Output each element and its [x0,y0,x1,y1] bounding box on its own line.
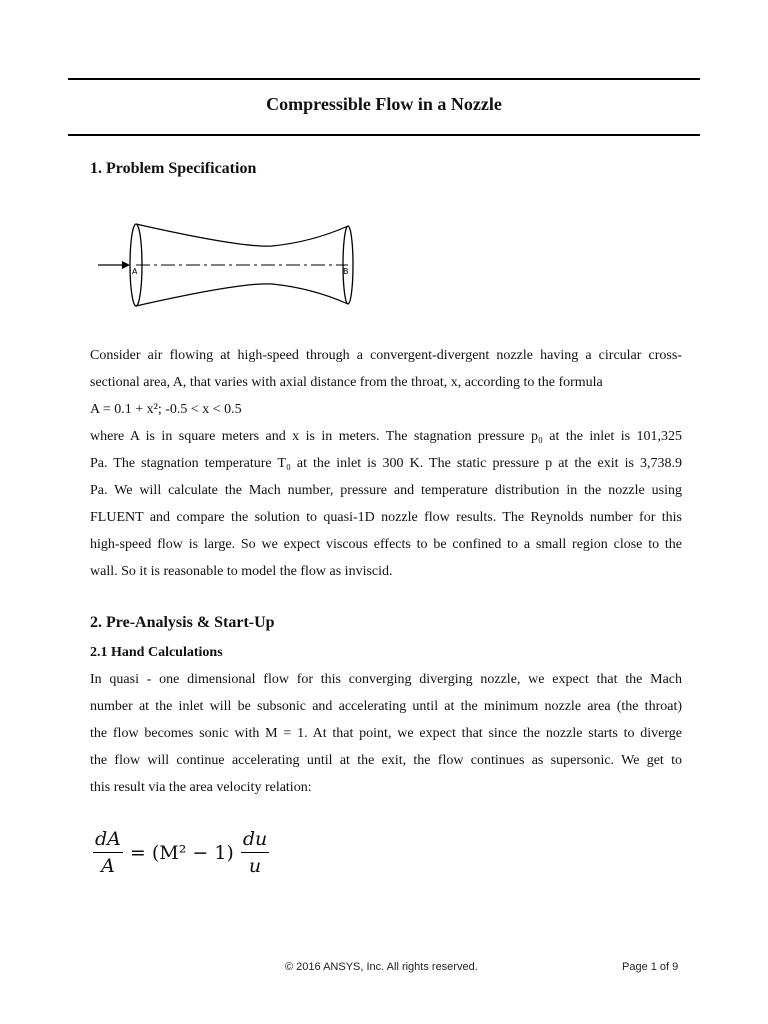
document-title: Compressible Flow in a Nozzle [266,94,502,114]
paragraph-line: wall. So it is reasonable to model the flow as inviscid. [90,564,393,579]
rhs-fraction [241,828,269,877]
paragraph-line: Pa. The stagnation temperature T₀ at the inlet is 300 K. The static pressure p at the exit is 3,738.9 [90,456,682,471]
area-velocity-equation [90,828,272,877]
paragraph-line: the flow becomes sonic with M = 1. At that point, we expect that since the nozzle starts to diverge [90,726,682,741]
paragraph-line: this result via the area velocity relation: [90,780,312,795]
lhs-numerator: dA [93,828,123,853]
paragraph-line: In quasi - one dimensional flow for this converging diverging nozzle, we expect that the Mach [90,672,682,687]
paragraph-line: sectional area, A, that varies with axial distance from the throat, x, according to the formula [90,375,603,390]
rhs-denominator: u [248,855,262,877]
paragraph-line: the flow will continue accelerating until at the exit, the flow continues as supersonic. We get to [90,753,682,768]
paragraph-line: Consider air flowing at high-speed through a convergent-divergent nozzle having a circular cross- [90,348,682,363]
paragraph-line: where A is in square meters and x is in meters. The stagnation pressure p₀ at the inlet is 101,325 [90,429,682,444]
equation-middle: = (M² − 1) [129,841,234,864]
paragraph-line: FLUENT and compare the solution to quasi-1D nozzle flow results. The Reynolds number for this [90,510,682,525]
point-b-label: B [343,267,349,276]
footer-page-number: Page 1 of 9 [622,961,679,973]
paragraph-line: number at the inlet will be subsonic and accelerating until at the minimum nozzle area (the throat) [90,699,682,714]
lhs-fraction [93,828,123,877]
hand-calculations-paragraph [90,666,682,801]
title-bottom-rule [68,134,700,136]
section-1-heading: 1. Problem Specification [90,160,257,177]
subsection-2-1-heading: 2.1 Hand Calculations [90,645,223,660]
problem-paragraph [90,342,682,585]
nozzle-diagram [92,218,362,310]
rhs-numerator: du [241,828,269,853]
formula-line: A = 0.1 + x²; -0.5 < x < 0.5 [90,402,242,417]
top-rule [68,78,700,80]
section-2-heading: 2. Pre-Analysis & Start-Up [90,614,275,631]
point-a-label: A [132,267,138,276]
paragraph-line: Pa. We will calculate the Mach number, pressure and temperature distribution in the nozzle using [90,483,682,498]
footer-copyright: © 2016 ANSYS, Inc. All rights reserved. [285,961,478,973]
lhs-denominator: A [101,855,115,877]
paragraph-line: high-speed flow is large. So we expect viscous effects to be confined to a small region close to the [90,537,682,552]
